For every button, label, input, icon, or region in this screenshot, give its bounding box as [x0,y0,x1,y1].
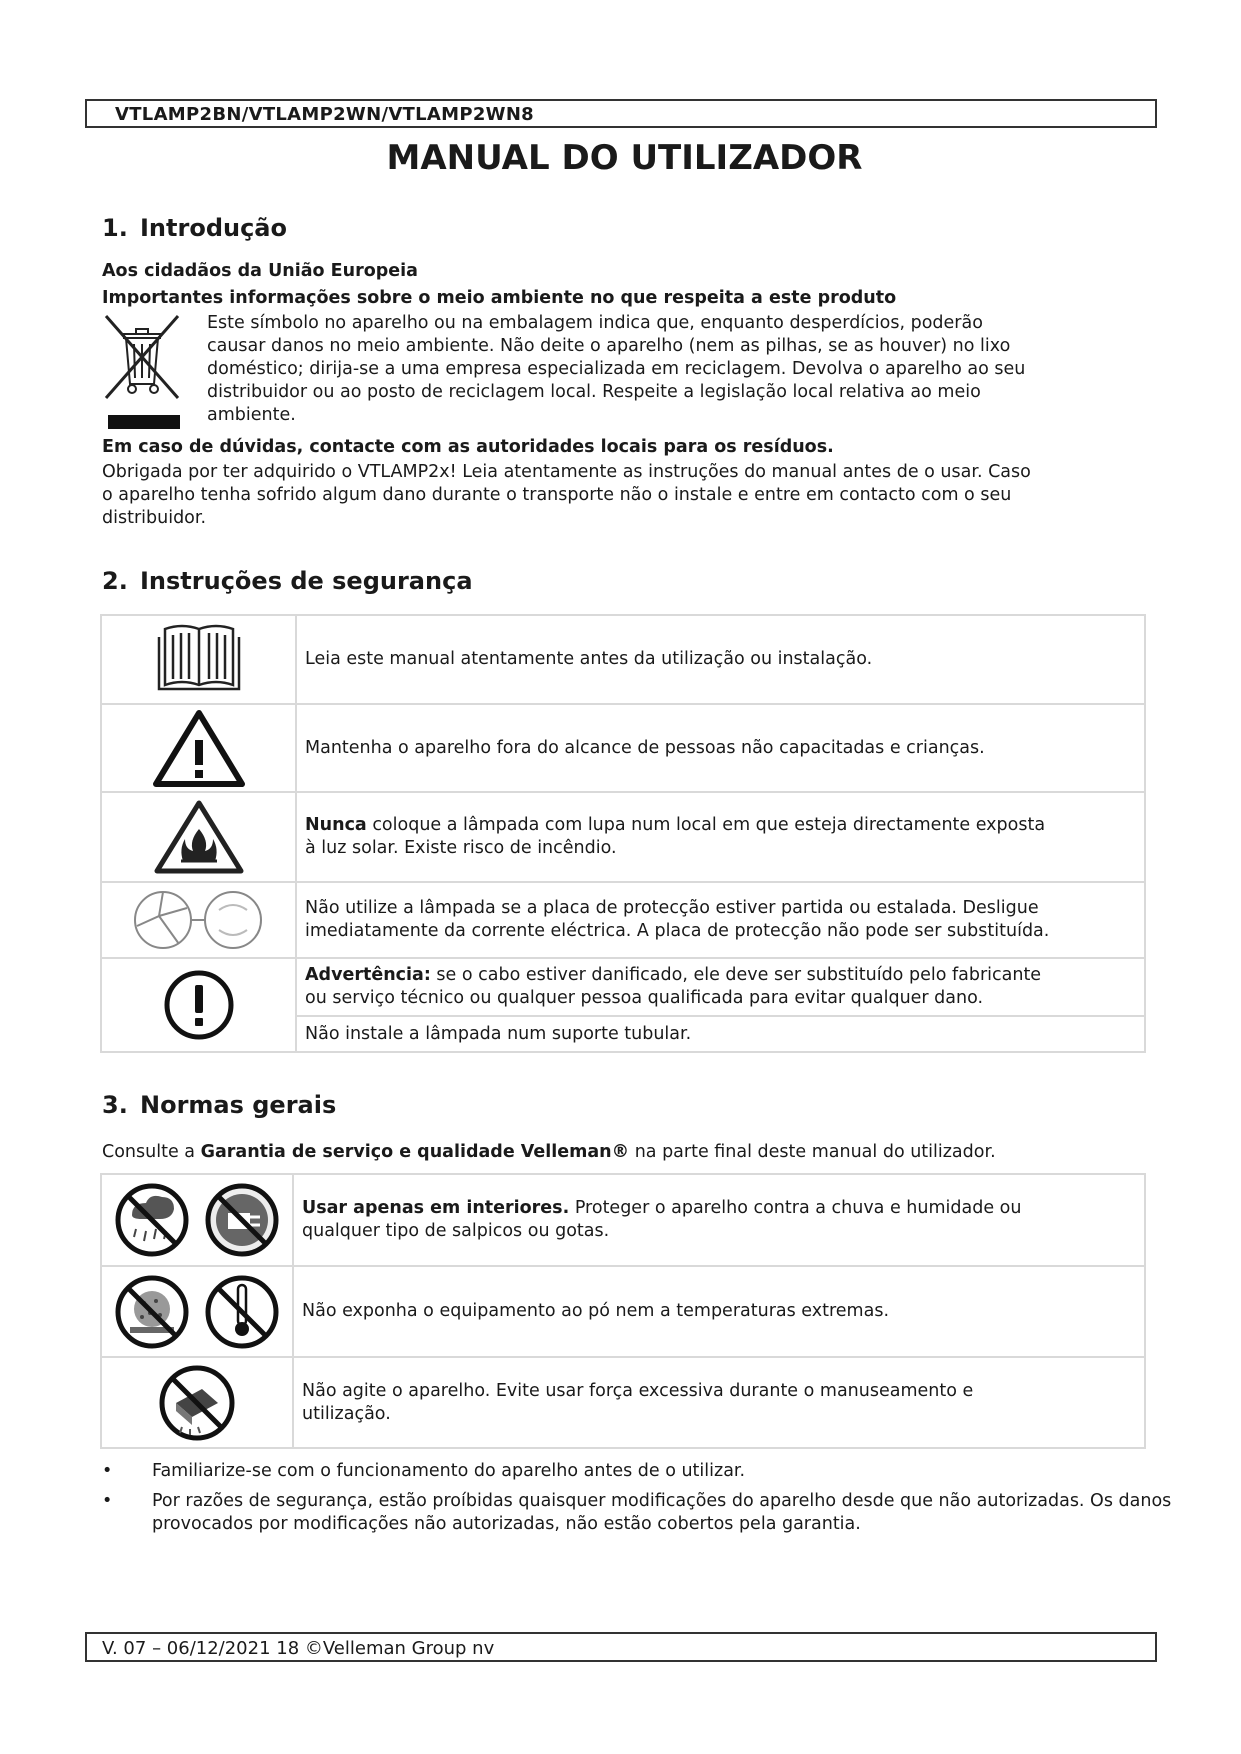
table-row [101,792,1145,882]
rule-text-cont: utilização. [302,1403,391,1424]
no-water-plug-icon [208,1186,276,1254]
safety-table [100,614,1146,1053]
page-title: MANUAL DO UTILIZADOR [386,138,863,178]
table-row [101,1357,1145,1448]
warranty-text: na parte final deste manual do utilizador. [629,1142,996,1162]
rule-text-cont: Proteger o aparelho contra a chuva e humidade ou [569,1198,1022,1218]
section-number: 3. [102,1091,128,1119]
section-1-heading [102,214,287,242]
document-header [85,99,1157,128]
general-rules-list [102,1460,1172,1543]
warranty-reference [102,1141,996,1164]
table-row [101,1266,1145,1357]
no-rain-icon [118,1186,186,1254]
doubt-notice: Em caso de dúvidas, contacte com as autoridades locais para os resíduos. [102,437,834,457]
table-row [101,882,1145,958]
thanks-line: Obrigada por ter adquirido o VTLAMP2x! Leia atentamente as instruções do manual antes de o usar. Caso [102,462,1031,482]
thanks-paragraph [102,461,1162,530]
thanks-line: distribuidor. [102,508,207,528]
eu-citizens-heading: Aos cidadãos da União Europeia [102,261,418,281]
dust-temperature-icons [101,1266,293,1357]
broken-glass-icon [101,882,296,958]
weee-text [207,312,1157,427]
table-row [101,704,1145,792]
weee-bin-icon [102,312,182,430]
rule-text [293,1357,1145,1448]
section-3-heading [102,1091,336,1119]
safety-text [296,882,1145,958]
safety-text: Não instale a lâmpada num suporte tubular. [296,1016,1145,1052]
safety-text-cont: se o cabo estiver danificado, ele deve ser substituído pelo fabricante [430,965,1042,985]
footer-text: V. 07 – 06/12/2021 18 ©Velleman Group nv [102,1638,495,1659]
emphasis: Advertência: [305,965,431,985]
section-number: 1. [102,214,128,242]
rule-text-cont: Não agite o aparelho. Evite usar força excessiva durante o manuseamento e [302,1380,974,1401]
book-icon [101,615,296,704]
list-item: • Por razões de segurança, estão proíbidas quaisquer modificações do aparelho desde que não autorizadas. Os danos provocados por modificações não autorizadas, não estão cobertos pela garantia. [102,1490,1172,1536]
emphasis: Nunca [305,815,367,835]
indoor-use-icons [101,1174,293,1266]
document-footer [85,1632,1157,1662]
safety-text [296,958,1145,1016]
warranty-title: Garantia de serviço e qualidade Velleman® [200,1142,630,1162]
safety-text: Leia este manual atentamente antes da utilização ou instalação. [296,615,1145,704]
rule-text: Não exponha o equipamento ao pó nem a temperaturas extremas. [293,1266,1145,1357]
weee-line: Este símbolo no aparelho ou na embalagem indica que, enquanto desperdícios, poderão [207,313,983,333]
weee-line: doméstico; dirija-se a uma empresa especializada em reciclagem. Devolva o aparelho ao seu [207,359,1026,379]
table-row [101,615,1145,704]
no-shake-icon [101,1357,293,1448]
safety-text-cont: coloque a lâmpada com lupa num local em que esteja directamente exposta [366,815,1046,835]
list-item: • Familiarize-se com o funcionamento do aparelho antes de o utilizar. [102,1460,1172,1483]
weee-line: causar danos no meio ambiente. Não deite o aparelho (nem as pilhas, se as houver) no lixo [207,336,1011,356]
no-dust-icon [118,1278,186,1346]
section-2-heading [102,567,473,595]
thanks-line: o aparelho tenha sofrido algum dano durante o transporte não o instale e entre em contacto com o seu [102,485,1012,505]
safety-text-cont: imediatamente da corrente eléctrica. A placa de protecção não pode ser substituída. [305,921,1050,941]
section-title: Normas gerais [140,1091,337,1119]
warranty-text: Consulte a [102,1142,201,1162]
table-row [101,1174,1145,1266]
safety-text [296,792,1145,882]
safety-text: Mantenha o aparelho fora do alcance de pessoas não capacitadas e crianças. [296,704,1145,792]
fire-hazard-icon [101,792,296,882]
weee-line: ambiente. [207,405,296,425]
safety-text-cont: Não utilize a lâmpada se a placa de protecção estiver partida ou estalada. Desligue [305,898,1039,918]
section-title: Instruções de segurança [140,567,473,595]
safety-text-cont: à luz solar. Existe risco de incêndio. [305,838,617,858]
environment-heading: Importantes informações sobre o meio ambiente no que respeita a este produto [102,288,897,308]
exclamation-circle-icon [101,958,296,1052]
rule-text [293,1174,1145,1266]
warning-triangle-icon [101,704,296,792]
table-row [101,958,1145,1016]
section-title: Introdução [140,214,287,242]
safety-text-cont: ou serviço técnico ou qualquer pessoa qualificada para evitar qualquer dano. [305,988,984,1008]
section-number: 2. [102,567,128,595]
general-rules-table [100,1173,1146,1449]
model-number: VTLAMP2BN/VTLAMP2WN/VTLAMP2WN8 [115,104,535,125]
weee-line: distribuidor ou ao posto de reciclagem local. Respeite a legislação local relativa ao meio [207,382,981,402]
no-extreme-temperature-icon [208,1278,276,1346]
rule-text-cont: qualquer tipo de salpicos ou gotas. [302,1221,610,1241]
emphasis: Usar apenas em interiores. [302,1198,570,1218]
